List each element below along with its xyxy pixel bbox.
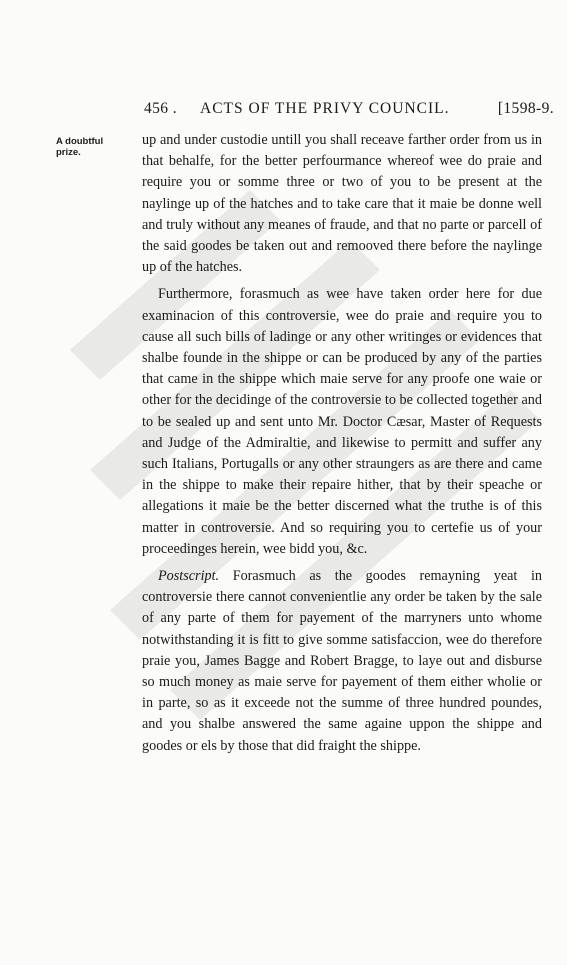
postscript-text: Forasmuch as the goodes remayning yeat in controversie there cannot convenientlie any order be taken by the sale of any parte of them for payement of the marryners unto whome notwithstanding it is fitt to give somme satisfaccion, wee do therefore praie you, James Bagge and Robert Bragge, to laye out and disburse so much money as maie serve for payement of them either wholie or in parte, so as it exceede not the summe of three hundred poundes, and you shalbe answered the same againe uppon the shippe and goodes or els by those that did fraight the shippe.: [142, 568, 542, 754]
body-text: [142, 130, 542, 757]
running-title: ACTS OF THE PRIVY COUNCIL.: [200, 100, 450, 117]
margin-note: A doubtful prize.: [56, 136, 104, 158]
paragraph-1: up and under custodie untill you shall receave farther order from us in that behalfe, for the better perfourmance whereof wee do praie and require you or somme three or two of you to be present at the naylinge up of the hatches and to take care that it maie be donne well and truly without any meanes of fraude, and that no parte or parcell of the said goodes be taken out and remooved there before the naylinge up of the hatches.: [142, 132, 542, 276]
paragraph-3: [142, 566, 542, 757]
page-number: 456 .: [144, 100, 177, 117]
running-head: [144, 100, 554, 124]
postscript-label: Postscript.: [158, 568, 220, 585]
paragraph-2: Furthermore, forasmuch as wee have taken order here for due examinacion of this controversie, wee do praie and require you to cause all such bills of ladinge or any other writinges or evidences that shalbe founde in the shippe or can be produced by any of the parties that came in the shippe which maie serve for any proofe one waie or other for the decidinge of the controversie to be collected together and to be sealed up and sent unto Mr. Doctor Cæsar, Master of Requests and Judge of the Admiraltie, and likewise to permitt and suffer any such Italians, Portugalls or any other straungers as are there and came in the shippe to make their repaire hither, that by their speache or allegations it maie be the better discerned what the truthe is of this matter in controversie. And so requiring you to certefie us of your proceedinges herein, wee bidd you, &c.: [142, 286, 542, 557]
year-range: [1598-9.: [497, 100, 554, 117]
